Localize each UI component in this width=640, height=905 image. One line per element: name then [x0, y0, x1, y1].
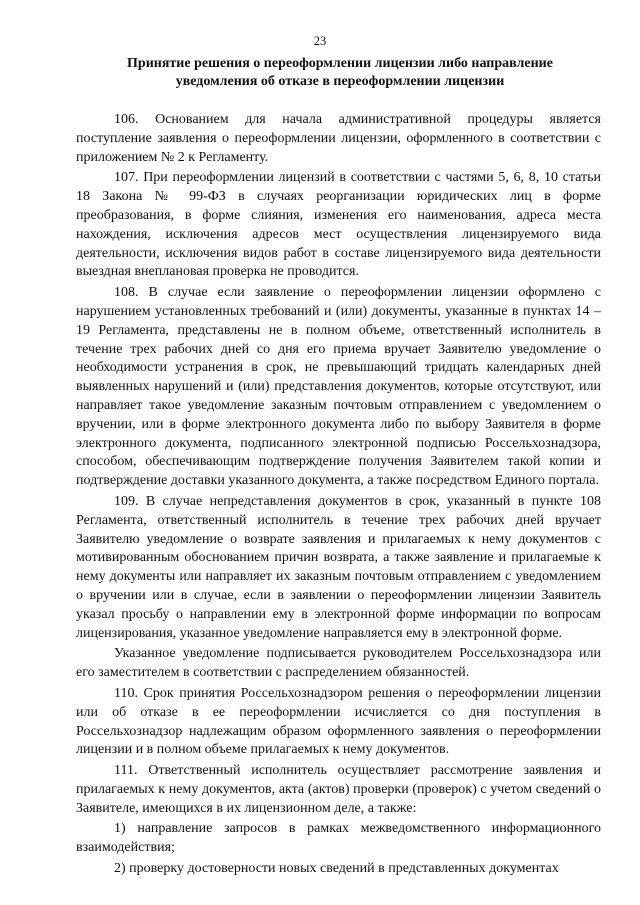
section-heading-line-2: уведомления об отказе в переоформлении лицензии — [175, 74, 505, 89]
paragraph-107: 107. При переоформлении лицензий в соответствии с частями 5, 6, 8, 10 статьи 18 Закона № 99-ФЗ в случаях реорганизации юридических лиц в форме преобразования, в форме слияния, изменения его наименования, адреса места нахождения, исключения адресов мест осуществления лицензируемого вида деятельности, исключения видов работ в составе лицензируемого вида деятельности выездная внеплановая проверка не проводится. — [76, 170, 601, 280]
paragraph-110: 110. Срок принятия Россельхознадзором решения о переоформлении лицензии или об отказе в ее переоформлении исчисляется со дня поступления в Россельхознадзор надлежащим образом оформленного заявления о переоформлении лицензии и в полном объеме прилагаемых к нему документов. — [76, 685, 601, 758]
section-heading — [90, 55, 590, 91]
paragraph-notice-signature: Указанное уведомление подписывается руководителем Россельхознадзора или его заместителем в соответствии с распределением обязанностей. — [76, 646, 601, 681]
list-item-1: 1) направление запросов в рамках межведомственного информационного взаимодействия; — [76, 821, 601, 856]
paragraph-111: 111. Ответственный исполнитель осуществляет рассмотрение заявления и прилагаемых к нему документов, акта (актов) проверки (проверок) с учетом сведений о Заявителе, имеющихся в их лицензионном деле, а также: — [76, 763, 601, 816]
paragraph-108: 108. В случае если заявление о переоформлении лицензии оформлено с нарушением установленных требований и (или) документы, указанные в пунктах 14 – 19 Регламента, представлены не в полном объеме, ответственный исполнитель в течение трех рабочих дней со дня его приема вручает Заявителю уведомление о необходимости устранения в срок, не превышающий тридцать календарных дней выявленных нарушений и (или) представления документов, которые отсутствуют, или направляет такое уведомление заказным почтовым отправлением с уведомлением о вручении, или в форме электронного документа либо по выбору Заявителя в форме электронного документа, подписанного электронной подписью Россельхознадзора, способом, обеспечивающим подтверждение получения Заявителем такой копии и подтверждение доставки указанного документа, а также посредством Единого портала. — [76, 285, 601, 489]
section-heading-line-1: Принятие решения о переоформлении лицензии либо направление — [127, 56, 553, 71]
paragraph-109: 109. В случае непредставления документов в срок, указанный в пункте 108 Регламента, ответственный исполнитель в течение трех рабочих дней вручает Заявителю уведомление о возврате заявления и прилагаемых к нему документов с мотивированным обоснованием причин возврата, а также заявление и прилагаемые к нему документы или направляет их заказным почтовым отправлением с уведомлением о вручении или в случае, если в заявлении о переоформлении лицензии Заявитель указал просьбу о направлении ему в электронной форме информации по вопросам лицензирования, указанное уведомление направляется ему в электронной форме. — [76, 493, 601, 641]
list-item-2: 2) проверку достоверности новых сведений в представленных документах — [114, 861, 559, 877]
paragraph-106: 106. Основанием для начала административной процедуры является поступление заявления о переоформлении лицензии, оформленного в соответствии с приложением № 2 к Регламенту. — [76, 112, 601, 165]
body-text — [76, 111, 601, 879]
page-number: 23 — [313, 34, 327, 48]
